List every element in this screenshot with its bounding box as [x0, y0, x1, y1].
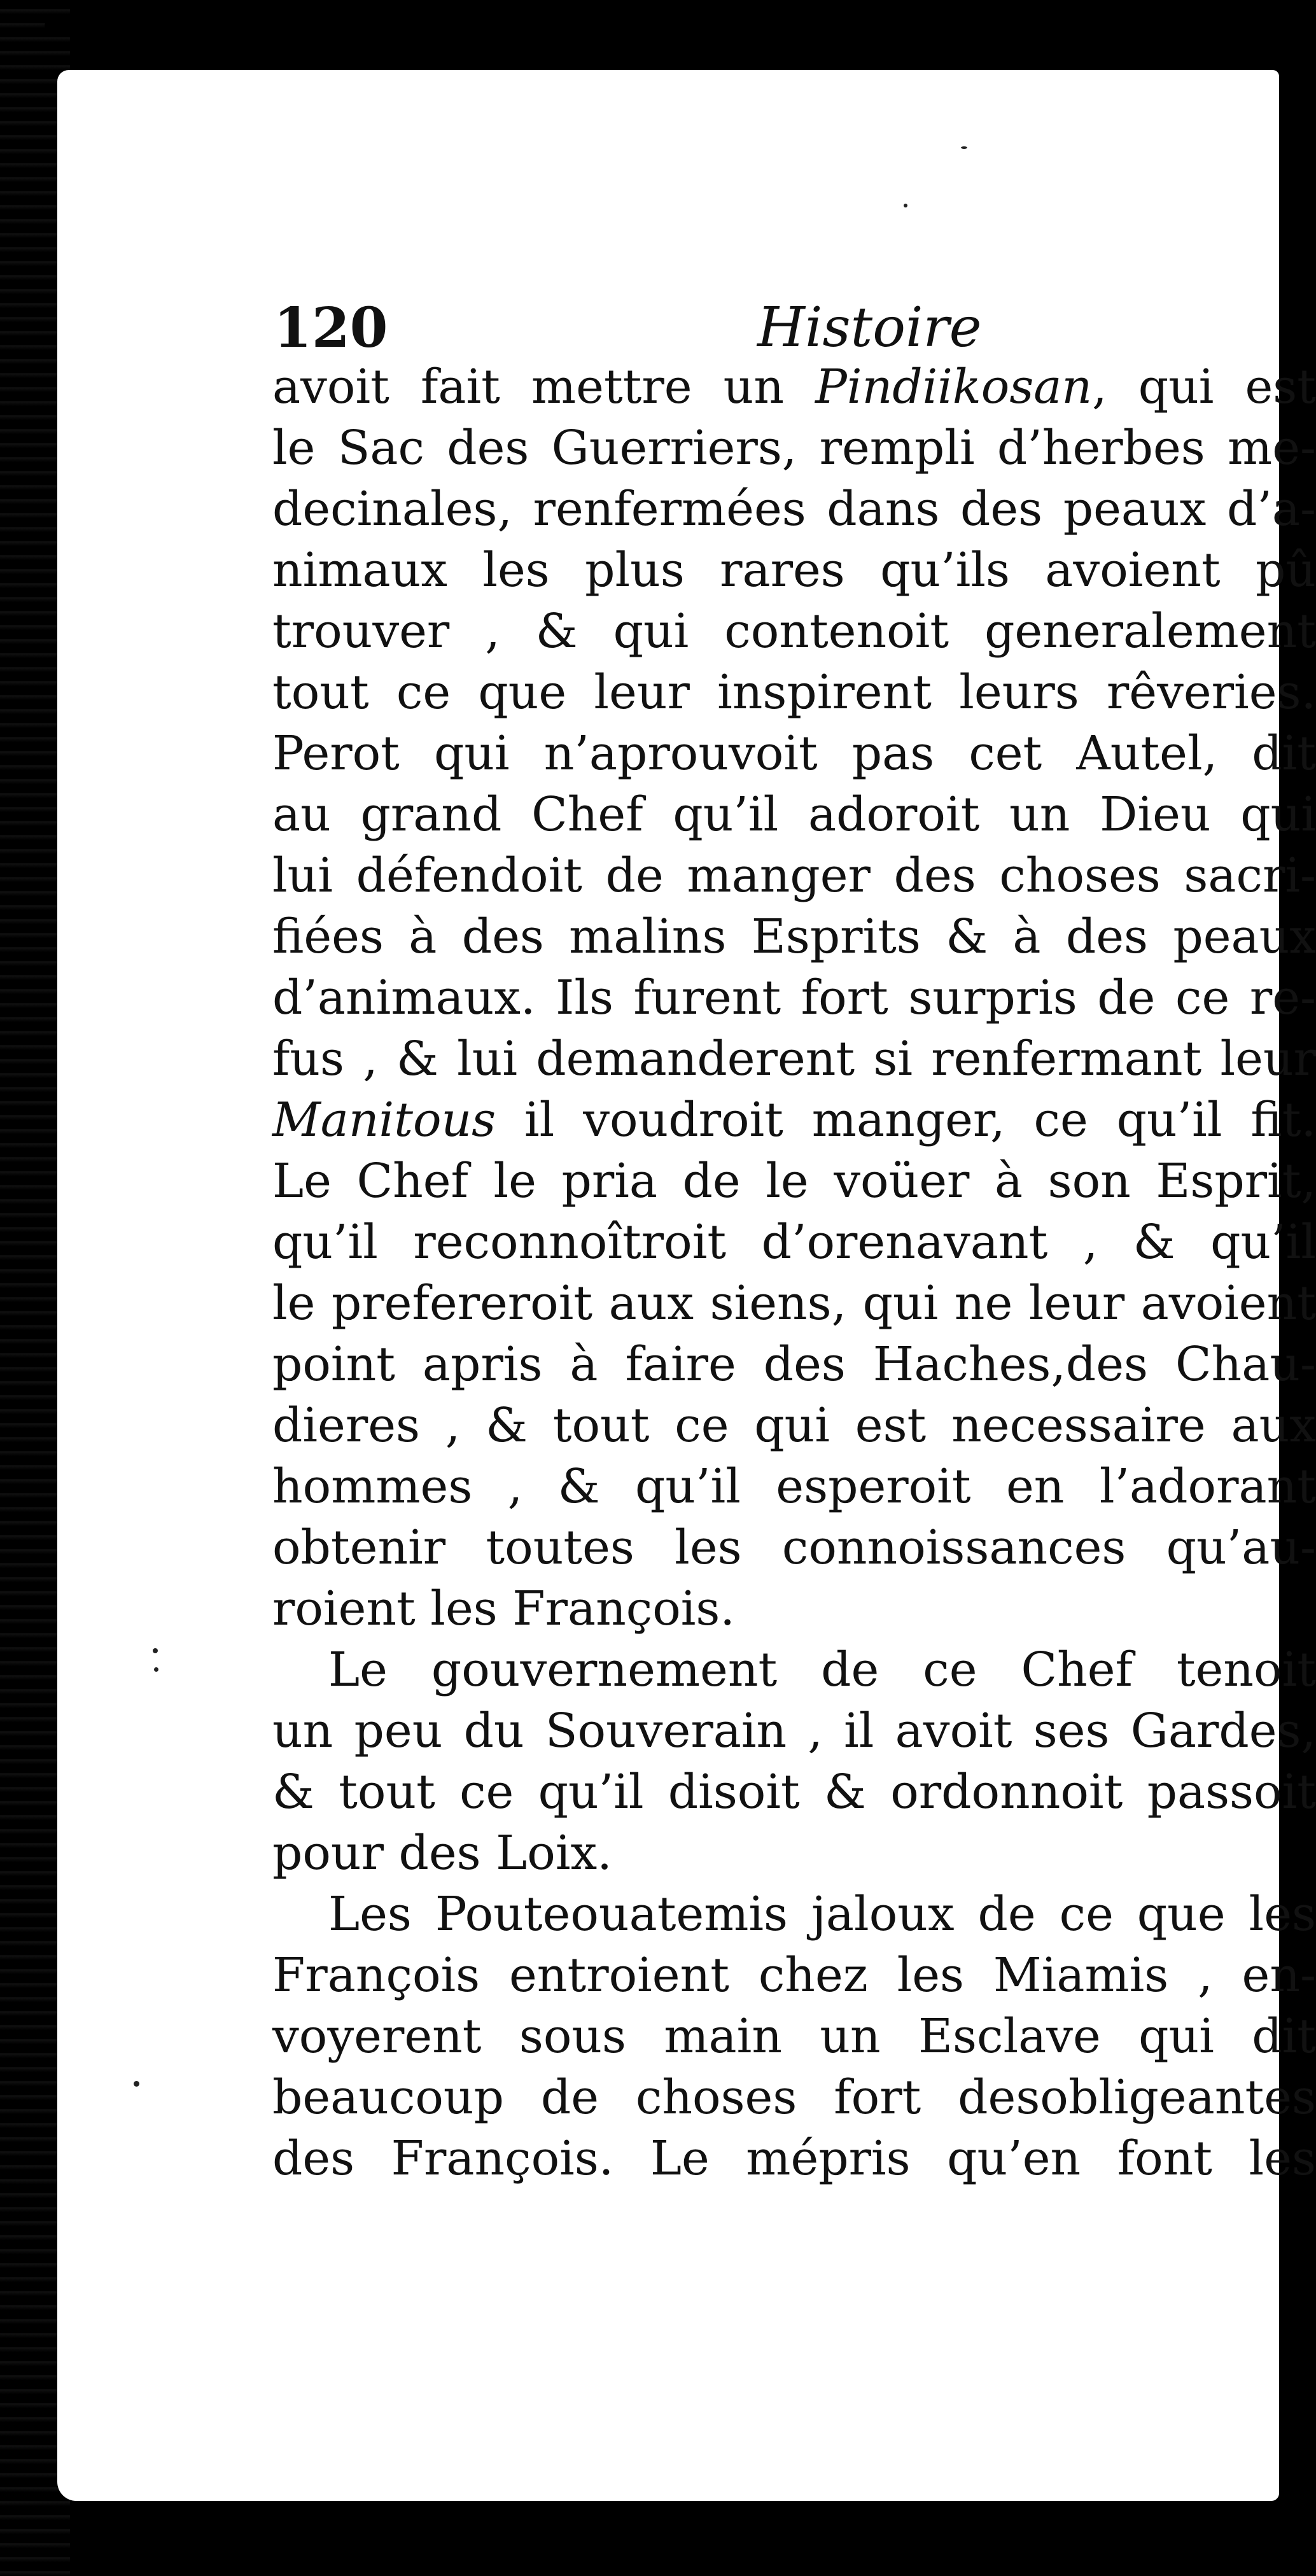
- ink-smudge: [45, 13, 134, 38]
- text-line: Les Pouteouatemis jaloux de ce que les: [328, 1887, 1316, 1942]
- text-line: nimaux les plus rares qu’ils avoient pû: [272, 543, 1316, 598]
- ink-speck: [154, 1667, 158, 1672]
- page-number: 120: [274, 296, 388, 360]
- text-line: le Sac des Guerriers, rempli d’herbes me-: [272, 421, 1316, 475]
- text-line: voyerent sous main un Esclave qui dit: [272, 2009, 1316, 2064]
- text-line: beaucoup de choses fort desobligeantes: [272, 2070, 1316, 2125]
- text-line: fus , & lui demanderent si renfermant leur: [272, 1032, 1316, 1086]
- text-line: au grand Chef qu’il adoroit un Dieu qui: [272, 787, 1316, 842]
- text-line: dieres , & tout ce qui est necessaire aux: [272, 1398, 1316, 1453]
- text-line: Perot qui n’aprouvoit pas cet Autel, dit: [272, 726, 1316, 781]
- text-line: d’animaux. Ils furent fort surpris de ce re-: [272, 970, 1316, 1025]
- text-line: lui défendoit de manger des choses sacri-: [272, 848, 1316, 903]
- text-line: decinales, renfermées dans des peaux d’a-: [272, 482, 1316, 536]
- book-page: [57, 70, 1316, 2501]
- text-line: fiées à des malins Esprits & à des peaux: [272, 909, 1316, 964]
- text-line: François entroient chez les Miamis , en-: [272, 1948, 1316, 2003]
- text-line: Le gouvernement de ce Chef tenoit: [328, 1642, 1316, 1697]
- ink-speck: [961, 146, 967, 149]
- text-line: un peu du Souverain , il avoit ses Gardes,: [272, 1704, 1316, 1758]
- text-line: le prefereroit aux siens, qui ne leur avoient: [272, 1276, 1316, 1331]
- ink-speck: [904, 204, 907, 207]
- text-line: avoit fait mettre un Pindiikosan, qui est: [272, 360, 1316, 414]
- text-line: pour des Loix.: [272, 1826, 612, 1880]
- text-line: Manitous il voudroit manger, ce qu’il fit.: [272, 1093, 1316, 1147]
- text-line: tout ce que leur inspirent leurs rêveries.: [272, 665, 1316, 720]
- ink-speck: [134, 2081, 139, 2087]
- text-line: hommes , & qu’il esperoit en l’adorant: [272, 1459, 1316, 1514]
- text-line: trouver , & qui contenoit generalement: [272, 604, 1316, 659]
- body-text: [272, 356, 1316, 2189]
- text-line: roient les François.: [272, 1581, 735, 1636]
- running-head-title: Histoire: [757, 296, 982, 360]
- ink-speck: [153, 1648, 158, 1653]
- text-line: Le Chef le pria de le voüer à son Esprit,: [272, 1154, 1316, 1208]
- text-line: des François. Le mépris qu’en font les: [272, 2131, 1316, 2186]
- text-line: point apris à faire des Haches,des Chau-: [272, 1337, 1316, 1392]
- text-line: obtenir toutes les connoissances qu’au-: [272, 1520, 1316, 1575]
- text-line: qu’il reconnoîtroit d’orenavant , & qu’il: [272, 1215, 1316, 1270]
- text-line: & tout ce qu’il disoit & ordonnoit passoit: [272, 1765, 1316, 1819]
